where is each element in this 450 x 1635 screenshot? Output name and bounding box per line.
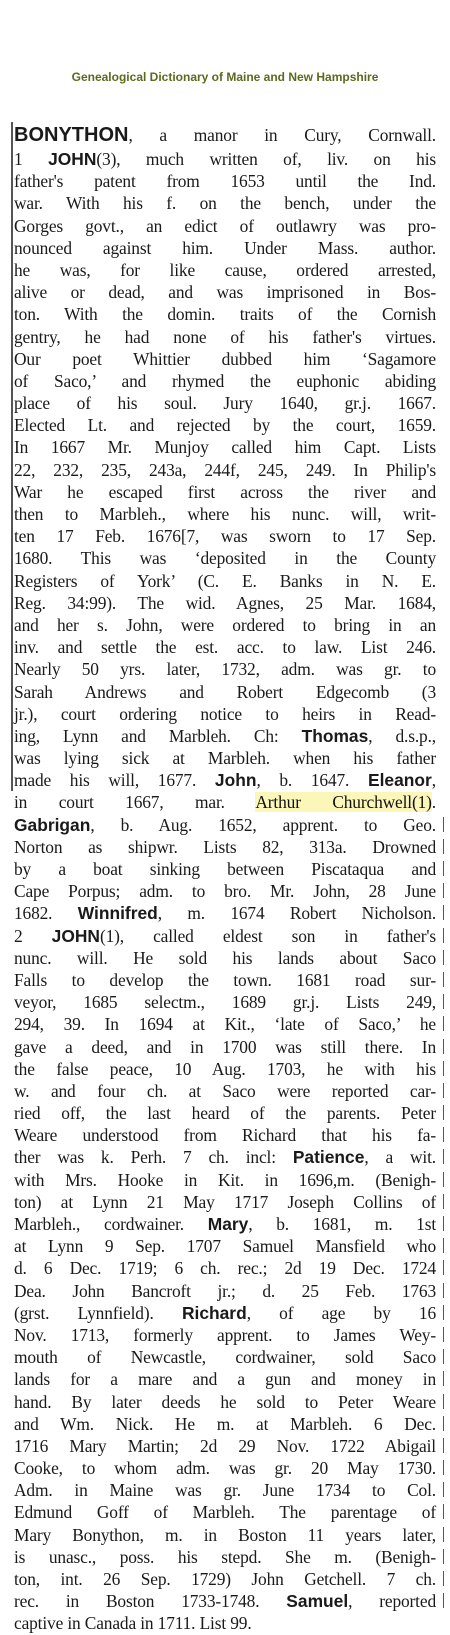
text-line	[0, 281, 450, 303]
text-line	[0, 436, 450, 458]
text-run: with Mrs. Hooke in Kit. in 1696,m. (Benigh-	[14, 1169, 436, 1190]
text-run: .	[431, 792, 436, 813]
margin-rule-right	[443, 1127, 445, 1142]
margin-rule-left	[11, 725, 13, 747]
margin-rule-left	[11, 525, 13, 547]
text-run: (grst. Lynnfield).	[14, 1302, 182, 1323]
person-name: John	[214, 770, 257, 791]
margin-rule-left	[11, 414, 13, 436]
text-run: the false peace, 10 Aug. 1703, he with his	[14, 1058, 436, 1079]
text-line	[0, 1524, 450, 1546]
margin-rule-left	[11, 436, 13, 458]
text-line	[0, 303, 450, 325]
margin-rule-left	[11, 503, 13, 525]
text-line	[0, 148, 450, 170]
text-run: ing, Lynn and Marbleh. Ch:	[14, 725, 302, 746]
text-line	[0, 658, 450, 680]
text-run: Nov. 1713, formerly apprent. to James Wey-	[14, 1324, 436, 1345]
text-line	[0, 902, 450, 924]
text-run: , of age by 16	[246, 1302, 436, 1323]
text-run: he was, for like cause, ordered arrested,	[14, 259, 436, 280]
margin-rule-left	[11, 769, 13, 791]
text-line	[0, 1102, 450, 1124]
text-run: nunc. will. He sold his lands about Saco	[14, 947, 436, 968]
text-line	[0, 925, 450, 947]
margin-rule-right	[443, 1504, 445, 1519]
text-line	[0, 237, 450, 259]
margin-rule-right	[443, 1349, 445, 1364]
text-line	[0, 1036, 450, 1058]
person-name: Patience	[292, 1147, 365, 1168]
person-name: JOHN	[48, 149, 97, 169]
margin-rule-right	[443, 1371, 445, 1386]
text-line	[0, 636, 450, 658]
text-line	[0, 791, 450, 813]
margin-rule-right	[443, 1149, 445, 1164]
text-run: Falls to develop the town. 1681 road sur-	[14, 969, 436, 990]
text-line	[0, 259, 450, 281]
margin-rule-right	[443, 1460, 445, 1475]
text-run: and Wm. Nick. He m. at Marbleh. 6 Dec.	[14, 1413, 436, 1434]
text-line	[0, 370, 450, 392]
margin-rule-left	[11, 459, 13, 481]
text-run: inv. and settle the est. acc. to law. List 246.	[14, 637, 436, 658]
margin-rule-right	[443, 905, 445, 920]
margin-rule-right	[443, 994, 445, 1009]
text-run: lands for a mare and a gun and money in	[14, 1369, 436, 1390]
margin-rule-left	[11, 259, 13, 281]
text-line	[0, 1257, 450, 1279]
margin-rule-right	[443, 1283, 445, 1298]
text-line	[0, 348, 450, 370]
text-run: in court 1667, mar.	[14, 792, 256, 813]
margin-rule-left	[11, 192, 13, 214]
text-run: is unasc., poss. his stepd. She m. (Benigh-	[14, 1546, 436, 1567]
person-name: Winnifred	[77, 903, 158, 924]
text-run: War he escaped first across the river and	[14, 481, 436, 502]
margin-rule-left	[11, 703, 13, 725]
text-line	[0, 947, 450, 969]
margin-rule-right	[443, 1482, 445, 1497]
text-run: Norton as shipwr. Lists 82, 313a. Drowned	[14, 836, 436, 857]
text-run: alive or dead, and was imprisoned in Bos-	[14, 282, 436, 303]
text-line	[0, 1146, 450, 1168]
margin-rule-right	[443, 972, 445, 987]
text-line	[0, 1457, 450, 1479]
text-line	[0, 1213, 450, 1235]
text-line	[0, 1546, 450, 1568]
text-line	[0, 1058, 450, 1080]
text-line	[0, 1124, 450, 1146]
text-line	[0, 1280, 450, 1302]
text-run: 1716 Mary Martin; 2d 29 Nov. 1722 Abigail	[14, 1435, 436, 1456]
text-line	[0, 547, 450, 569]
person-name: Richard	[181, 1302, 247, 1323]
text-line	[0, 681, 450, 703]
margin-rule-left	[11, 547, 13, 569]
text-line	[0, 1435, 450, 1457]
text-line	[0, 570, 450, 592]
text-line	[0, 1568, 450, 1590]
text-line	[0, 192, 450, 214]
text-run: , a manor in Cury, Cornwall.	[128, 125, 436, 145]
text-run: d. 6 Dec. 1719; 6 ch. rec.; 2d 19 Dec. 1724	[14, 1258, 436, 1279]
text-run: veyor, 1685 selectm., 1689 gr.j. Lists 249,	[14, 992, 436, 1013]
margin-rule-right	[443, 1571, 445, 1586]
text-line	[0, 122, 450, 148]
person-name: Samuel	[286, 1591, 349, 1612]
text-run: ,	[431, 770, 436, 791]
text-line	[0, 1324, 450, 1346]
margin-rule-left	[11, 614, 13, 636]
margin-rule-left	[11, 592, 13, 614]
margin-rule-left	[11, 348, 13, 370]
text-line	[0, 814, 450, 836]
text-line	[0, 459, 450, 481]
text-line	[0, 1612, 450, 1634]
text-run: Cape Porpus; adm. to bro. Mr. John, 28 June	[14, 881, 436, 902]
text-run: Marbleh., cordwainer.	[14, 1214, 208, 1234]
text-run: place of his soul. Jury 1640, gr.j. 1667.	[14, 393, 436, 414]
text-run: gentry, he had none of his father's virtues.	[14, 326, 436, 347]
margin-rule-left	[11, 370, 13, 392]
text-line	[0, 1346, 450, 1368]
highlighted-name: Arthur Churchwell(1)	[255, 792, 432, 813]
margin-rule-right	[443, 928, 445, 943]
text-line	[0, 836, 450, 858]
text-run: mouth of Newcastle, cordwainer, sold Saco	[14, 1347, 436, 1368]
margin-rule-left	[11, 392, 13, 414]
margin-rule-right	[443, 1194, 445, 1209]
text-run: , a wit.	[364, 1147, 436, 1168]
text-run: ton. With the domin. traits of the Cornish	[14, 304, 436, 325]
text-line	[0, 1080, 450, 1102]
text-line	[0, 1169, 450, 1191]
text-run: Registers of York’ (C. E. Banks in N. E.	[14, 570, 436, 591]
margin-rule-right	[443, 839, 445, 854]
text-line	[0, 747, 450, 769]
person-name: Eleanor	[368, 770, 432, 791]
margin-rule-right	[443, 1527, 445, 1542]
text-run: 1	[14, 149, 49, 169]
text-line	[0, 414, 450, 436]
margin-rule-right	[443, 861, 445, 876]
text-run: Dea. John Bancroft jr.; d. 25 Feb. 1763	[14, 1280, 436, 1301]
text-line	[0, 769, 450, 791]
text-line	[0, 1368, 450, 1390]
margin-rule-right	[443, 817, 445, 832]
dictionary-entry-bonython	[0, 122, 450, 1635]
text-line	[0, 969, 450, 991]
margin-rule-right	[443, 1416, 445, 1431]
margin-rule-right	[443, 1216, 445, 1231]
text-line	[0, 392, 450, 414]
text-line	[0, 1191, 450, 1213]
margin-rule-right	[443, 1549, 445, 1564]
text-run: Gorges govt., an edict of outlawry was pro-	[14, 215, 436, 236]
text-run: ther was k. Perh. 7 ch. incl:	[14, 1147, 293, 1168]
text-run: at Lynn 9 Sep. 1707 Samuel Mansfield who	[14, 1236, 436, 1257]
text-run: , b. 1681, m. 1st	[248, 1214, 437, 1234]
margin-rule-left	[11, 681, 13, 703]
text-line	[0, 725, 450, 747]
text-line	[0, 525, 450, 547]
text-line	[0, 1235, 450, 1257]
text-run: hand. By later deeds he sold to Peter Weare	[14, 1391, 436, 1412]
margin-rule-left	[11, 122, 13, 148]
text-run: Adm. in Maine was gr. June 1734 to Col.	[14, 1480, 436, 1501]
text-run: , b. 1647.	[256, 770, 368, 791]
text-run: ton) at Lynn 21 May 1717 Joseph Collins of	[14, 1191, 436, 1212]
text-line	[0, 503, 450, 525]
text-run: war. With his f. on the bench, under the	[14, 193, 436, 214]
text-run: w. and four ch. at Saco were reported car-	[14, 1080, 436, 1101]
text-run: captive in Canada in 1711. List 99.	[14, 1613, 252, 1634]
text-run: by a boat sinking between Piscataqua and	[14, 859, 436, 879]
text-run: Cooke, to whom adm. was gr. 20 May 1730.	[14, 1458, 436, 1479]
margin-rule-right	[443, 1327, 445, 1342]
margin-rule-right	[443, 1593, 445, 1608]
text-run: , reported	[348, 1591, 436, 1612]
text-run: 1680. This was ‘deposited in the County	[14, 548, 436, 569]
margin-rule-right	[443, 1438, 445, 1453]
text-line	[0, 1590, 450, 1612]
margin-rule-right	[443, 1039, 445, 1054]
text-run: Mary Bonython, m. in Boston 11 years later,	[14, 1524, 436, 1545]
text-run: was lying sick at Marbleh. when his father	[14, 748, 436, 769]
text-line	[0, 326, 450, 348]
text-run: and her s. John, were ordered to bring in an	[14, 614, 436, 635]
text-run: Sarah Andrews and Robert Edgecomb (3	[14, 681, 436, 702]
text-run: 294, 39. In 1694 at Kit., ‘late of Saco,’ he	[14, 1014, 436, 1035]
text-run: gave a deed, and in 1700 was still there. In	[14, 1036, 436, 1057]
text-run: ried off, the last heard of the parents. Peter	[14, 1103, 436, 1124]
text-line	[0, 592, 450, 614]
text-line	[0, 858, 450, 880]
text-run: In 1667 Mr. Munjoy called him Capt. Lists	[14, 437, 436, 458]
margin-rule-right	[443, 1061, 445, 1076]
text-run: then to Marbleh., where his nunc. will, writ-	[14, 504, 436, 524]
text-run: Weare understood from Richard that his fa-	[14, 1125, 436, 1146]
text-line	[0, 1391, 450, 1413]
text-line	[0, 1501, 450, 1523]
margin-rule-left	[11, 570, 13, 592]
text-run: of Saco,’ and rhymed the euphonic abiding	[14, 370, 436, 391]
margin-rule-right	[443, 1260, 445, 1275]
margin-rule-right	[443, 1083, 445, 1098]
margin-rule-left	[11, 303, 13, 325]
margin-rule-left	[11, 237, 13, 259]
text-run: 22, 232, 235, 243a, 244f, 245, 249. In Philip's	[14, 459, 436, 480]
text-line	[0, 1413, 450, 1435]
text-run: ten 17 Feb. 1676[7, was sworn to 17 Sep.	[14, 526, 436, 547]
margin-rule-right	[443, 950, 445, 965]
margin-rule-left	[11, 170, 13, 192]
margin-rule-right	[443, 1305, 445, 1320]
text-run: , m. 1674 Robert Nicholson.	[157, 903, 437, 924]
text-run: Nearly 50 yrs. later, 1732, adm. was gr. to	[14, 659, 436, 680]
margin-rule-right	[443, 883, 445, 898]
text-line	[0, 170, 450, 192]
text-run: Edmund Goff of Marbleh. The parentage of	[14, 1502, 436, 1523]
margin-rule-left	[11, 148, 13, 170]
margin-rule-left	[11, 636, 13, 658]
text-run: made his will, 1677.	[14, 770, 215, 791]
text-run: 2	[14, 925, 52, 946]
person-name: JOHN	[51, 925, 100, 946]
margin-rule-left	[11, 658, 13, 680]
margin-rule-left	[11, 281, 13, 303]
person-name: Thomas	[301, 725, 369, 746]
source-title: Genealogical Dictionary of Maine and New Hampshire	[71, 70, 379, 84]
text-line	[0, 215, 450, 237]
text-run: , b. Aug. 1652, apprent. to Geo.	[90, 814, 436, 835]
margin-rule-right	[443, 1016, 445, 1031]
text-line	[0, 703, 450, 725]
margin-rule-left	[11, 326, 13, 348]
text-line	[0, 1302, 450, 1324]
text-run: , d.s.p.,	[368, 725, 436, 746]
person-name: Gabrigan	[14, 814, 91, 835]
text-run: jr.), court ordering notice to heirs in Read-	[14, 703, 436, 724]
entry-title: BONYTHON	[14, 124, 129, 146]
text-line	[0, 880, 450, 902]
margin-rule-right	[443, 1394, 445, 1409]
text-run: father's patent from 1653 until the Ind.	[14, 171, 436, 192]
text-run: ton, int. 26 Sep. 1729) John Getchell. 7 ch.	[14, 1569, 436, 1589]
text-run: Our poet Whittier dubbed him ‘Sagamore	[14, 348, 436, 369]
text-run: 1682.	[14, 903, 78, 924]
margin-rule-right	[443, 1172, 445, 1187]
text-run: (3), much written of, liv. on his	[96, 149, 436, 169]
margin-rule-left	[11, 481, 13, 503]
text-line	[0, 614, 450, 636]
margin-rule-left	[11, 215, 13, 237]
text-line	[0, 1013, 450, 1035]
text-line	[0, 991, 450, 1013]
margin-rule-right	[443, 1105, 445, 1120]
text-run: rec. in Boston 1733-1748.	[14, 1591, 287, 1612]
text-run: (1), called eldest son in father's	[99, 925, 436, 946]
person-name: Mary	[207, 1214, 249, 1234]
text-line	[0, 481, 450, 503]
text-run: Elected Lt. and rejected by the court, 1659.	[14, 415, 436, 436]
text-run: nounced against him. Under Mass. author.	[14, 237, 436, 258]
text-run: Reg. 34:99). The wid. Agnes, 25 Mar. 1684,	[14, 592, 436, 613]
margin-rule-left	[11, 747, 13, 769]
margin-rule-right	[443, 1238, 445, 1253]
